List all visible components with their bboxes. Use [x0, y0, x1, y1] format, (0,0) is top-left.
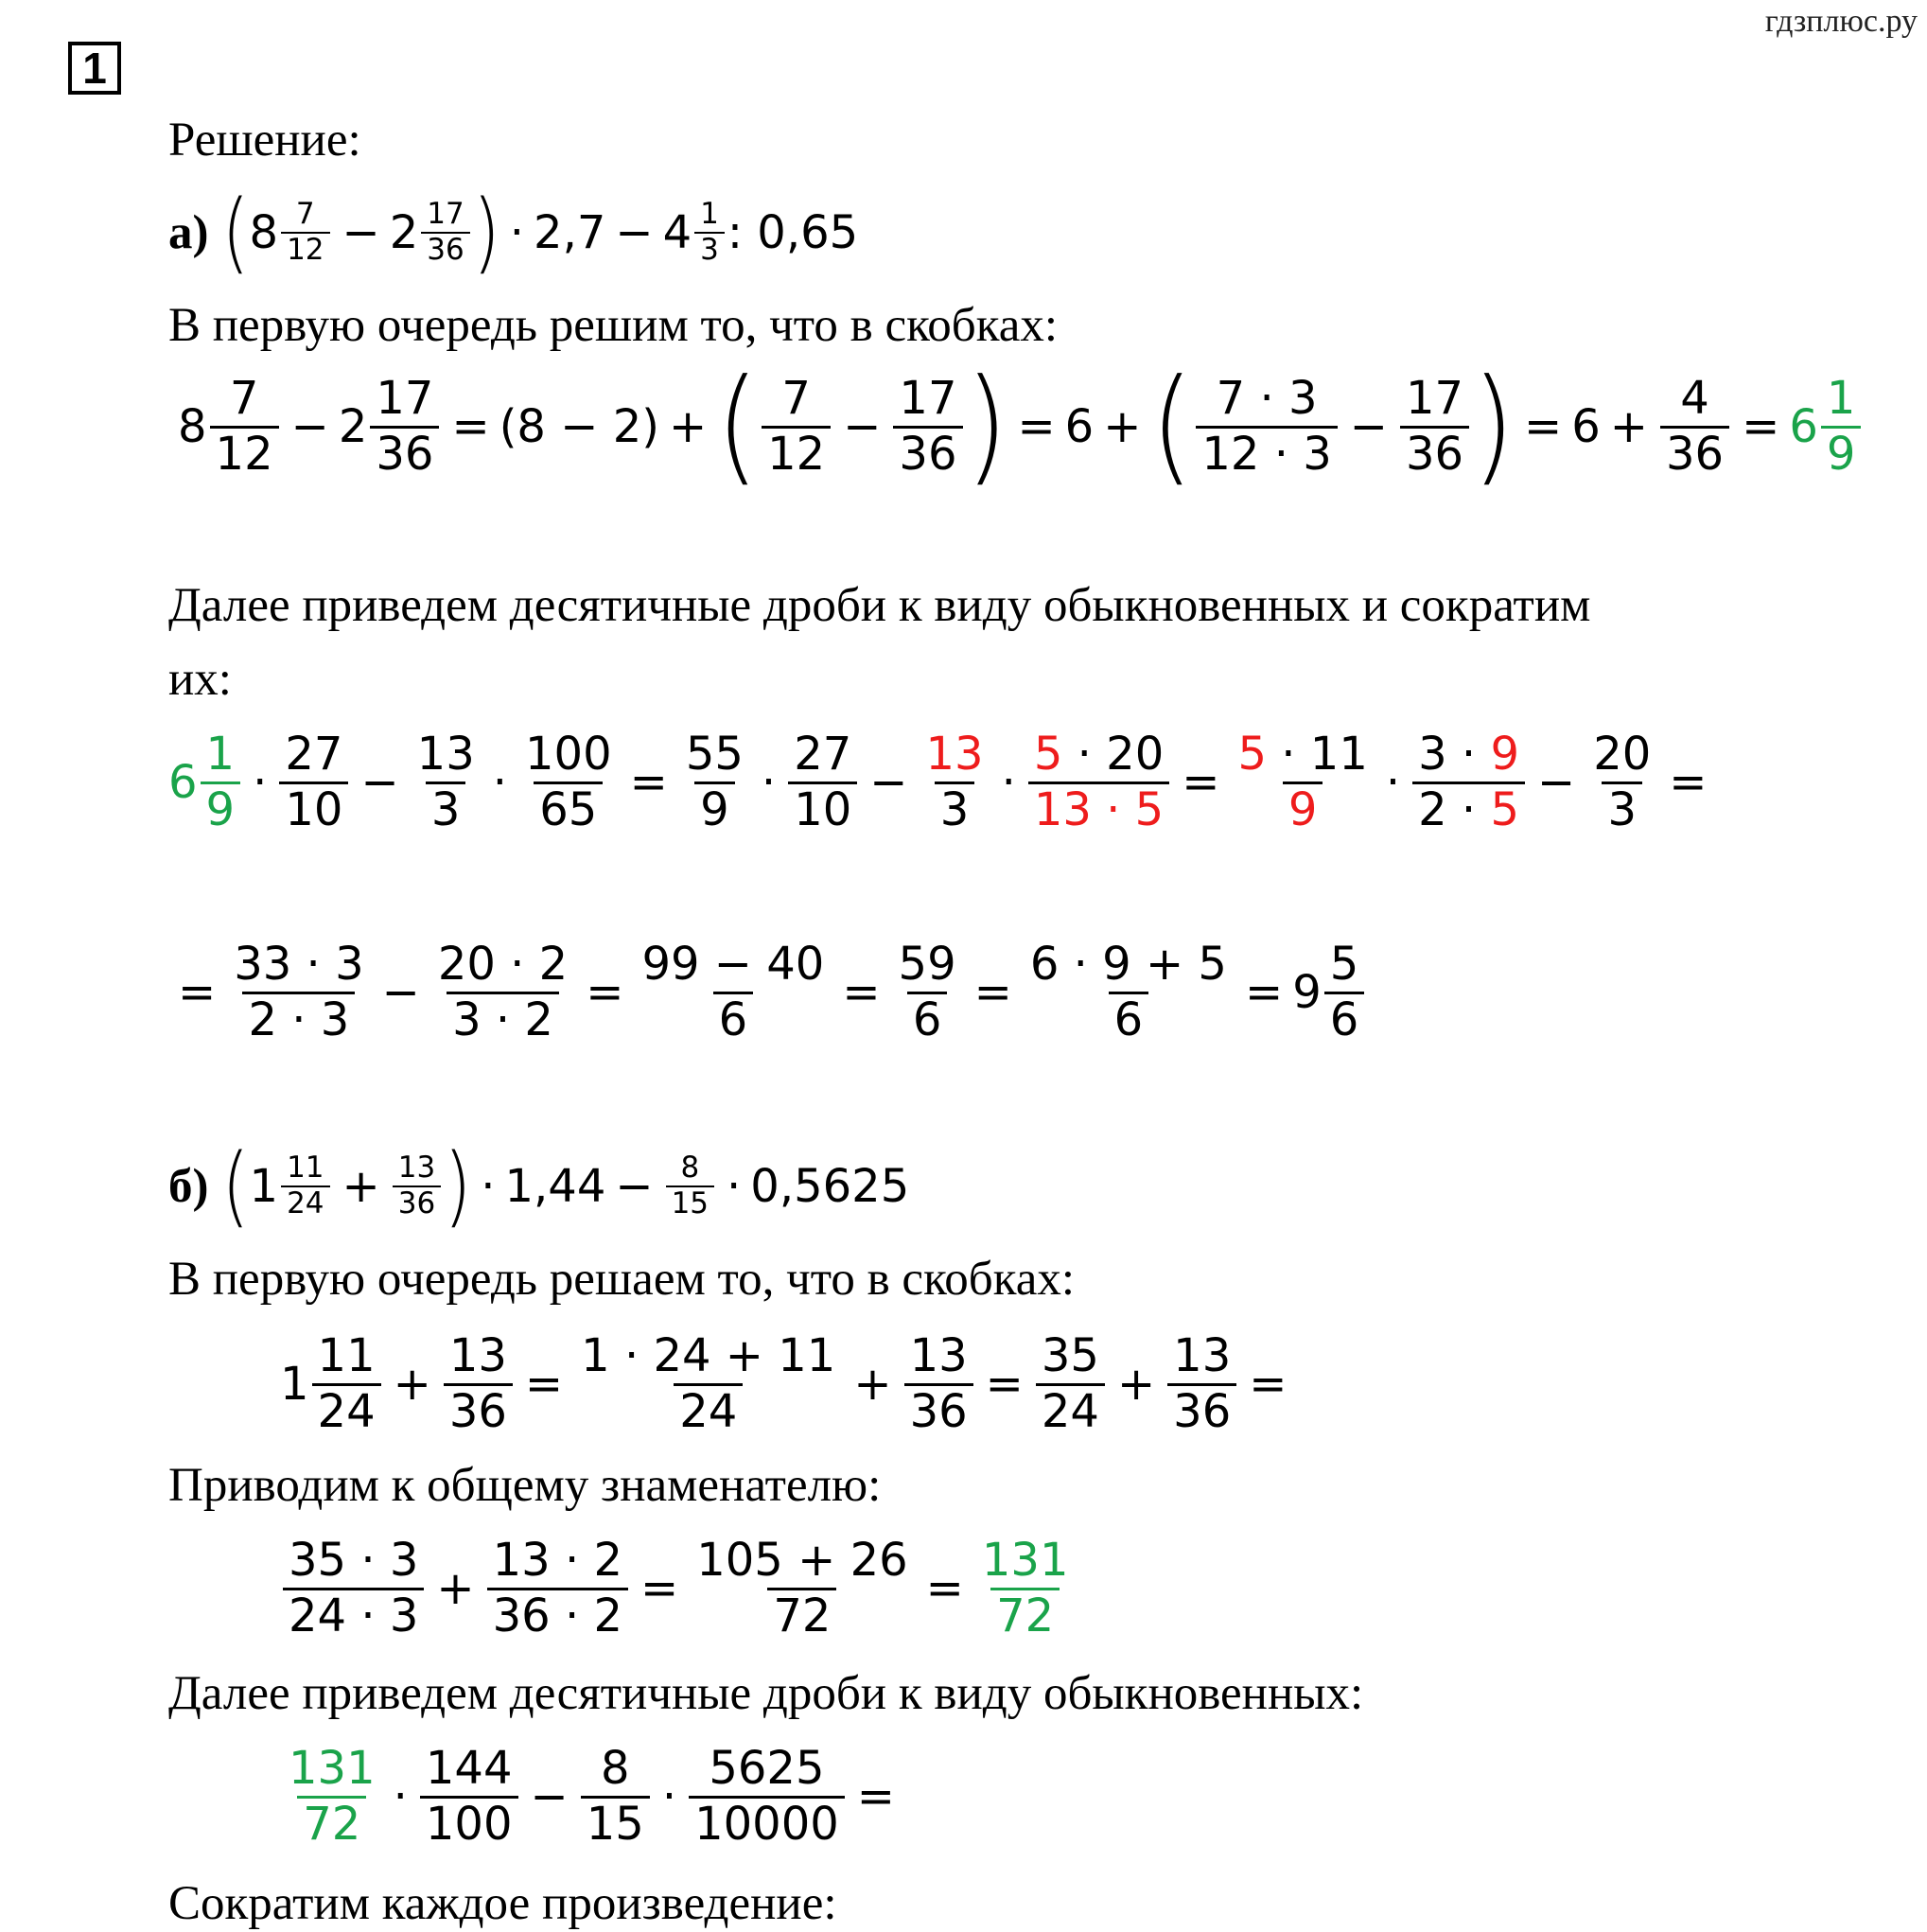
fraction: $\frac{20 \cdot 2}{3 \cdot 2}$ [437, 938, 569, 1046]
fraction: $\frac{144}{100}$ [420, 1743, 518, 1850]
text-decimals-a-line2: их: [168, 653, 232, 706]
fraction: $\frac{7 \cdot 3}{12 \cdot 3}$ [1196, 373, 1337, 480]
fraction: $\frac{100}{65}$ [525, 728, 612, 836]
fraction: $\frac{5 \cdot 20}{13 \cdot 5}$ [1028, 729, 1169, 835]
fraction: $\frac{17}{36}$ [893, 373, 962, 480]
fraction: $\frac{20}{3}$ [1593, 728, 1652, 836]
fraction: $\frac{27}{10}$ [279, 729, 348, 835]
fraction: $\frac{4}{36}$ [1660, 373, 1729, 480]
problem-number: 1 [68, 42, 121, 95]
fraction: $\frac{8}{15}$ [581, 1743, 650, 1850]
result-mixed-6-1-9: 6 $\frac{1}{9}$ [1789, 373, 1864, 480]
site-watermark: гдзплюс.ру [1764, 4, 1918, 39]
fraction: $\frac{1}{3}$ [694, 198, 725, 267]
fraction: $\frac{13}{36}$ [444, 1330, 513, 1437]
fraction: $\frac{35}{24}$ [1036, 1330, 1105, 1437]
text-decimals-a-line1: Далее приведем десятичные дроби к виду обыкновенных и сократим [168, 579, 1591, 632]
fraction: $\frac{17}{36}$ [1400, 373, 1469, 480]
bracket-calc-a: 8 $\frac{7}{12}$ − 2 $\frac{17}{36}$ = (8 − 2) + ( $\frac{7}{12}$ − $\frac{17}{36}$ ) = 6 + ( $\frac{7 \cdot 3}{12 \cdot 3}$ − $\frac{17}{36}$ ) = 6 + $\frac{4}{36}$ = 6 $\frac{1}{9}$ [178, 365, 1864, 488]
fraction: $\frac{13}{36}$ [904, 1330, 973, 1437]
expression-b: б) ( 1 $\frac{11}{24}$ + $\frac{13}{36}$ ) · 1,44 − $\frac{8}{15}$ · 0,5625 [168, 1133, 910, 1238]
text-first-brackets-b: В первую очередь решаем то, что в скобках: [168, 1253, 1076, 1306]
fraction: $\frac{13}{36}$ [1167, 1330, 1236, 1437]
bracket-calc-b: 1 $\frac{11}{24}$ + $\frac{13}{36}$ = $\frac{1 \cdot 24 + 11}{24}$ + $\frac{13}{36}$ = $\frac{35}{24}$ + $\frac{13}{36}$ = [280, 1329, 1288, 1438]
fraction: $\frac{27}{10}$ [788, 729, 857, 835]
fraction: $\frac{11}{24}$ [281, 1151, 329, 1221]
fraction: $\frac{8}{15}$ [666, 1151, 714, 1221]
fraction: $\frac{11}{24}$ [312, 1330, 381, 1437]
text-reduce-each: Сократим каждое произведение: [168, 1877, 837, 1930]
result-131-72: $\frac{131}{72}$ [981, 1534, 1069, 1642]
multiplication-line-b: $\frac{131}{72}$ · $\frac{144}{100}$ − $\frac{8}{15}$ · $\frac{5625}{10000}$ = [280, 1735, 904, 1858]
fraction: $\frac{17}{36}$ [421, 198, 469, 267]
fraction: $\frac{7}{12}$ [210, 373, 279, 480]
fraction: $\frac{3 \cdot 9}{2 \cdot 5}$ [1412, 729, 1525, 835]
fraction: $\frac{5625}{10000}$ [689, 1743, 845, 1850]
fraction: $\frac{5 \cdot 11}{9}$ [1237, 728, 1368, 836]
multiplication-line-a: 6 $\frac{1}{9}$ · $\frac{27}{10}$ − $\frac{13}{3}$ · $\frac{100}{65}$ = $\frac{55}{9}$ · $\frac{27}{10}$ − $\frac{13}{3}$ · $\frac{5 \cdot 20}{13 \cdot 5}$ = $\frac{5 \cdot 11}{9}$ · $\frac{3 \cdot 9}{2 \cdot 5}$ − $\frac{20}{3}$ = [168, 728, 1708, 836]
fraction: $\frac{7}{12}$ [281, 198, 329, 267]
fraction: $\frac{131}{72}$ [289, 1742, 376, 1851]
fraction: $\frac{13 \cdot 2}{36 \cdot 2}$ [487, 1535, 628, 1642]
fraction: $\frac{33 \cdot 3}{2 \cdot 3}$ [234, 938, 364, 1046]
solution-heading: Решение: [168, 114, 361, 167]
fraction: $\frac{1 \cdot 24 + 11}{24}$ [581, 1329, 836, 1438]
expression-a: а) ( 8 $\frac{7}{12}$ − 2 $\frac{17}{36}$ ) · 2,7 − 4 $\frac{1}{3}$ : 0,65 [168, 180, 859, 284]
fraction: $\frac{13}{3}$ [416, 728, 475, 836]
answer-a: 9 $\frac{5}{6}$ [1292, 939, 1367, 1045]
fraction: $\frac{17}{36}$ [370, 373, 439, 480]
common-denominator-calc: $\frac{35 \cdot 3}{24 \cdot 3}$ + $\frac{13 \cdot 2}{36 \cdot 2}$ = $\frac{105 + 26}{72}$ = $\frac{131}{72}$ [280, 1527, 1077, 1650]
fraction: $\frac{7}{12}$ [762, 373, 831, 480]
fraction: $\frac{55}{9}$ [685, 728, 744, 836]
fraction: $\frac{13}{3}$ [925, 728, 984, 836]
fraction: $\frac{35 \cdot 3}{24 \cdot 3}$ [283, 1535, 424, 1642]
fraction: $\frac{99 - 40}{6}$ [641, 938, 825, 1046]
text-common-denominator: Приводим к общему знаменателю: [168, 1459, 882, 1512]
fraction: $\frac{59}{6}$ [898, 938, 956, 1046]
label-b: б) [168, 1160, 209, 1213]
fraction: $\frac{6 \cdot 9 + 5}{6}$ [1029, 938, 1227, 1046]
fraction: $\frac{13}{36}$ [393, 1151, 441, 1221]
fraction: $\frac{105 + 26}{72}$ [696, 1534, 908, 1642]
text-first-brackets-a: В первую очередь решим то, что в скобках: [168, 299, 1059, 352]
continuation-line-a: = $\frac{33 \cdot 3}{2 \cdot 3}$ − $\frac{20 \cdot 2}{3 \cdot 2}$ = $\frac{99 - 40}{6}$ = $\frac{59}{6}$ = $\frac{6 \cdot 9 + 5}{6}$ = 9 $\frac{5}{6}$ [168, 931, 1367, 1054]
label-a: а) [168, 206, 209, 259]
text-decimals-b: Далее приведем десятичные дроби к виду обыкновенных: [168, 1667, 1364, 1720]
